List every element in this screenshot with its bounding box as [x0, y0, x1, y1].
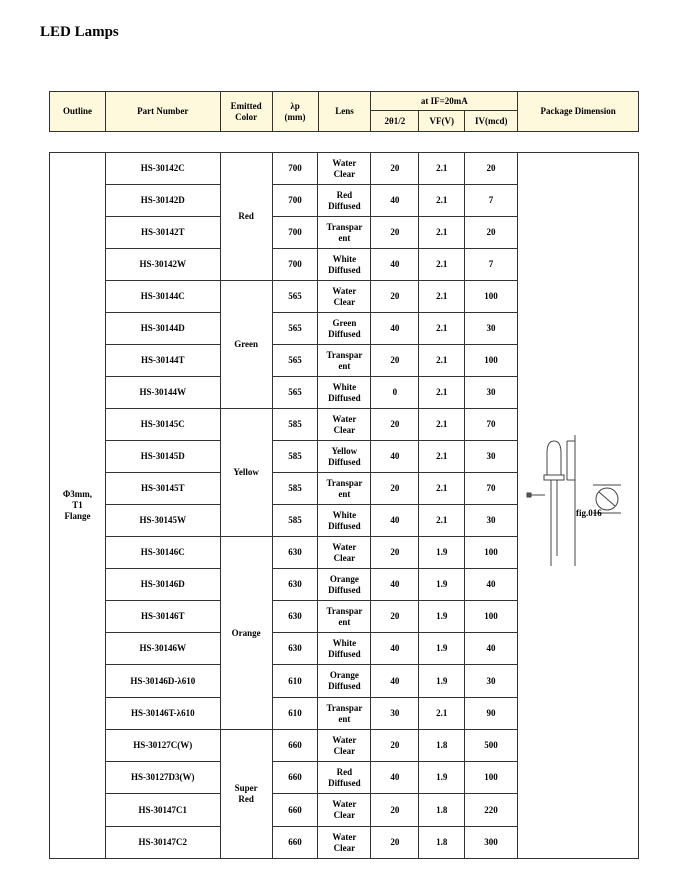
header-iv: IV(mcd)	[465, 111, 518, 132]
lens-cell: Water Clear	[318, 537, 371, 569]
iv-cell: 100	[465, 537, 518, 569]
lens-cell: Transpar ent	[318, 217, 371, 249]
angle-cell: 40	[371, 665, 419, 698]
part-number-cell: HS-30144C	[105, 281, 220, 313]
vf-cell: 2.1	[419, 153, 465, 185]
vf-cell: 2.1	[419, 473, 465, 505]
iv-cell: 40	[465, 569, 518, 601]
vf-cell: 1.8	[419, 794, 465, 827]
iv-cell: 30	[465, 441, 518, 473]
header-package-dimension: Package Dimension	[518, 92, 639, 132]
lambda-p-cell: 630	[272, 537, 318, 569]
part-number-cell: HS-30142T	[105, 217, 220, 249]
vf-cell: 1.9	[419, 537, 465, 569]
vf-cell: 2.1	[419, 441, 465, 473]
part-number-cell: HS-30142D	[105, 185, 220, 217]
lens-cell: Water Clear	[318, 827, 371, 859]
lambda-p-cell: 585	[272, 441, 318, 473]
part-number-cell: HS-30127C(W)	[105, 730, 220, 762]
page-title: LED Lamps	[40, 24, 119, 40]
angle-cell: 40	[371, 185, 419, 217]
vf-cell: 2.1	[419, 377, 465, 409]
iv-cell: 70	[465, 409, 518, 441]
vf-cell: 2.1	[419, 409, 465, 441]
lens-cell: Water Clear	[318, 794, 371, 827]
header-condition: at IF=20mA	[371, 92, 518, 111]
vf-cell: 1.9	[419, 601, 465, 633]
vf-cell: 2.1	[419, 185, 465, 217]
vf-cell: 1.9	[419, 762, 465, 794]
angle-cell: 40	[371, 441, 419, 473]
part-number-cell: HS-30145D	[105, 441, 220, 473]
iv-cell: 20	[465, 153, 518, 185]
outline-cell: Φ3mm, T1 Flange	[50, 153, 106, 859]
angle-cell: 20	[371, 153, 419, 185]
angle-cell: 20	[371, 794, 419, 827]
angle-cell: 20	[371, 537, 419, 569]
part-number-cell: HS-30145C	[105, 409, 220, 441]
iv-cell: 100	[465, 281, 518, 313]
lens-cell: Orange Diffused	[318, 665, 371, 698]
iv-cell: 100	[465, 762, 518, 794]
angle-cell: 20	[371, 601, 419, 633]
lambda-p-cell: 610	[272, 698, 318, 730]
spec-table	[49, 152, 639, 859]
part-number-cell: HS-30146T	[105, 601, 220, 633]
iv-cell: 40	[465, 633, 518, 665]
package-figure-label: fig.016	[575, 508, 602, 518]
iv-cell: 90	[465, 698, 518, 730]
iv-cell: 7	[465, 249, 518, 281]
iv-cell: 30	[465, 377, 518, 409]
lambda-p-cell: 630	[272, 569, 318, 601]
lambda-p-cell: 660	[272, 827, 318, 859]
angle-cell: 20	[371, 827, 419, 859]
header-outline: Outline	[50, 92, 106, 132]
angle-cell: 20	[371, 281, 419, 313]
part-number-cell: HS-30142C	[105, 153, 220, 185]
angle-cell: 20	[371, 345, 419, 377]
iv-cell: 300	[465, 827, 518, 859]
table-row	[50, 153, 639, 185]
vf-cell: 2.1	[419, 345, 465, 377]
lens-cell: Transpar ent	[318, 601, 371, 633]
emitted-color-cell: Yellow	[220, 409, 272, 537]
part-number-cell: HS-30146D-λ610	[105, 665, 220, 698]
part-number-cell: HS-30146W	[105, 633, 220, 665]
part-number-cell: HS-30146D	[105, 569, 220, 601]
lambda-p-cell: 700	[272, 217, 318, 249]
angle-cell: 20	[371, 473, 419, 505]
part-number-cell: HS-30147C1	[105, 794, 220, 827]
angle-cell: 40	[371, 505, 419, 537]
lens-cell: Red Diffused	[318, 185, 371, 217]
lens-cell: Water Clear	[318, 281, 371, 313]
part-number-cell: HS-30146T-λ610	[105, 698, 220, 730]
lambda-p-cell: 565	[272, 281, 318, 313]
lens-cell: Water Clear	[318, 730, 371, 762]
part-number-cell: HS-30142W	[105, 249, 220, 281]
angle-cell: 20	[371, 217, 419, 249]
part-number-cell: HS-30147C2	[105, 827, 220, 859]
lambda-p-cell: 565	[272, 345, 318, 377]
lambda-p-cell: 660	[272, 730, 318, 762]
angle-cell: 0	[371, 377, 419, 409]
lens-cell: White Diffused	[318, 505, 371, 537]
lambda-p-cell: 700	[272, 153, 318, 185]
lens-cell: Transpar ent	[318, 345, 371, 377]
lens-cell: Water Clear	[318, 409, 371, 441]
header-emitted-color: Emitted Color	[220, 92, 272, 132]
emitted-color-cell: Super Red	[220, 730, 272, 859]
lambda-p-cell: 630	[272, 633, 318, 665]
emitted-color-cell: Red	[220, 153, 272, 281]
header-lens: Lens	[318, 92, 371, 132]
vf-cell: 2.1	[419, 249, 465, 281]
part-number-cell: HS-30145W	[105, 505, 220, 537]
iv-cell: 20	[465, 217, 518, 249]
iv-cell: 220	[465, 794, 518, 827]
header-angle: 2θ1/2	[371, 111, 419, 132]
lambda-p-cell: 585	[272, 505, 318, 537]
part-number-cell: HS-30127D3(W)	[105, 762, 220, 794]
angle-cell: 20	[371, 730, 419, 762]
lens-cell: Transpar ent	[318, 473, 371, 505]
vf-cell: 2.1	[419, 698, 465, 730]
emitted-color-cell: Orange	[220, 537, 272, 730]
vf-cell: 1.9	[419, 633, 465, 665]
vf-cell: 2.1	[419, 281, 465, 313]
package-dimension-diagram	[523, 431, 633, 581]
lens-cell: White Diffused	[318, 633, 371, 665]
part-number-cell: HS-30144D	[105, 313, 220, 345]
iv-cell: 7	[465, 185, 518, 217]
header-lambda-p: λp (mm)	[272, 92, 318, 132]
lambda-p-cell: 585	[272, 473, 318, 505]
lambda-p-cell: 585	[272, 409, 318, 441]
lambda-p-cell: 630	[272, 601, 318, 633]
angle-cell: 40	[371, 762, 419, 794]
part-number-cell: HS-30144W	[105, 377, 220, 409]
lambda-p-cell: 700	[272, 249, 318, 281]
header-vf: VF(V)	[419, 111, 465, 132]
vf-cell: 1.9	[419, 665, 465, 698]
part-number-cell: HS-30145T	[105, 473, 220, 505]
header-table	[49, 91, 639, 132]
lens-cell: Water Clear	[318, 153, 371, 185]
iv-cell: 70	[465, 473, 518, 505]
angle-cell: 40	[371, 633, 419, 665]
emitted-color-cell: Green	[220, 281, 272, 409]
angle-cell: 20	[371, 409, 419, 441]
angle-cell: 40	[371, 569, 419, 601]
lambda-p-cell: 610	[272, 665, 318, 698]
lens-cell: Transpar ent	[318, 698, 371, 730]
header-part-number: Part Number	[105, 92, 220, 132]
lens-cell: White Diffused	[318, 377, 371, 409]
lambda-p-cell: 660	[272, 794, 318, 827]
lens-cell: Yellow Diffused	[318, 441, 371, 473]
lens-cell: Green Diffused	[318, 313, 371, 345]
vf-cell: 1.8	[419, 827, 465, 859]
angle-cell: 40	[371, 249, 419, 281]
iv-cell: 500	[465, 730, 518, 762]
iv-cell: 30	[465, 313, 518, 345]
lambda-p-cell: 565	[272, 377, 318, 409]
vf-cell: 1.8	[419, 730, 465, 762]
angle-cell: 30	[371, 698, 419, 730]
lambda-p-cell: 660	[272, 762, 318, 794]
vf-cell: 1.9	[419, 569, 465, 601]
iv-cell: 100	[465, 601, 518, 633]
part-number-cell: HS-30146C	[105, 537, 220, 569]
lens-cell: White Diffused	[318, 249, 371, 281]
lambda-p-cell: 565	[272, 313, 318, 345]
package-dimension-cell	[517, 153, 638, 859]
iv-cell: 100	[465, 345, 518, 377]
lens-cell: Red Diffused	[318, 762, 371, 794]
lambda-p-cell: 700	[272, 185, 318, 217]
vf-cell: 2.1	[419, 217, 465, 249]
vf-cell: 2.1	[419, 313, 465, 345]
angle-cell: 40	[371, 313, 419, 345]
iv-cell: 30	[465, 505, 518, 537]
part-number-cell: HS-30144T	[105, 345, 220, 377]
lens-cell: Orange Diffused	[318, 569, 371, 601]
iv-cell: 30	[465, 665, 518, 698]
vf-cell: 2.1	[419, 505, 465, 537]
